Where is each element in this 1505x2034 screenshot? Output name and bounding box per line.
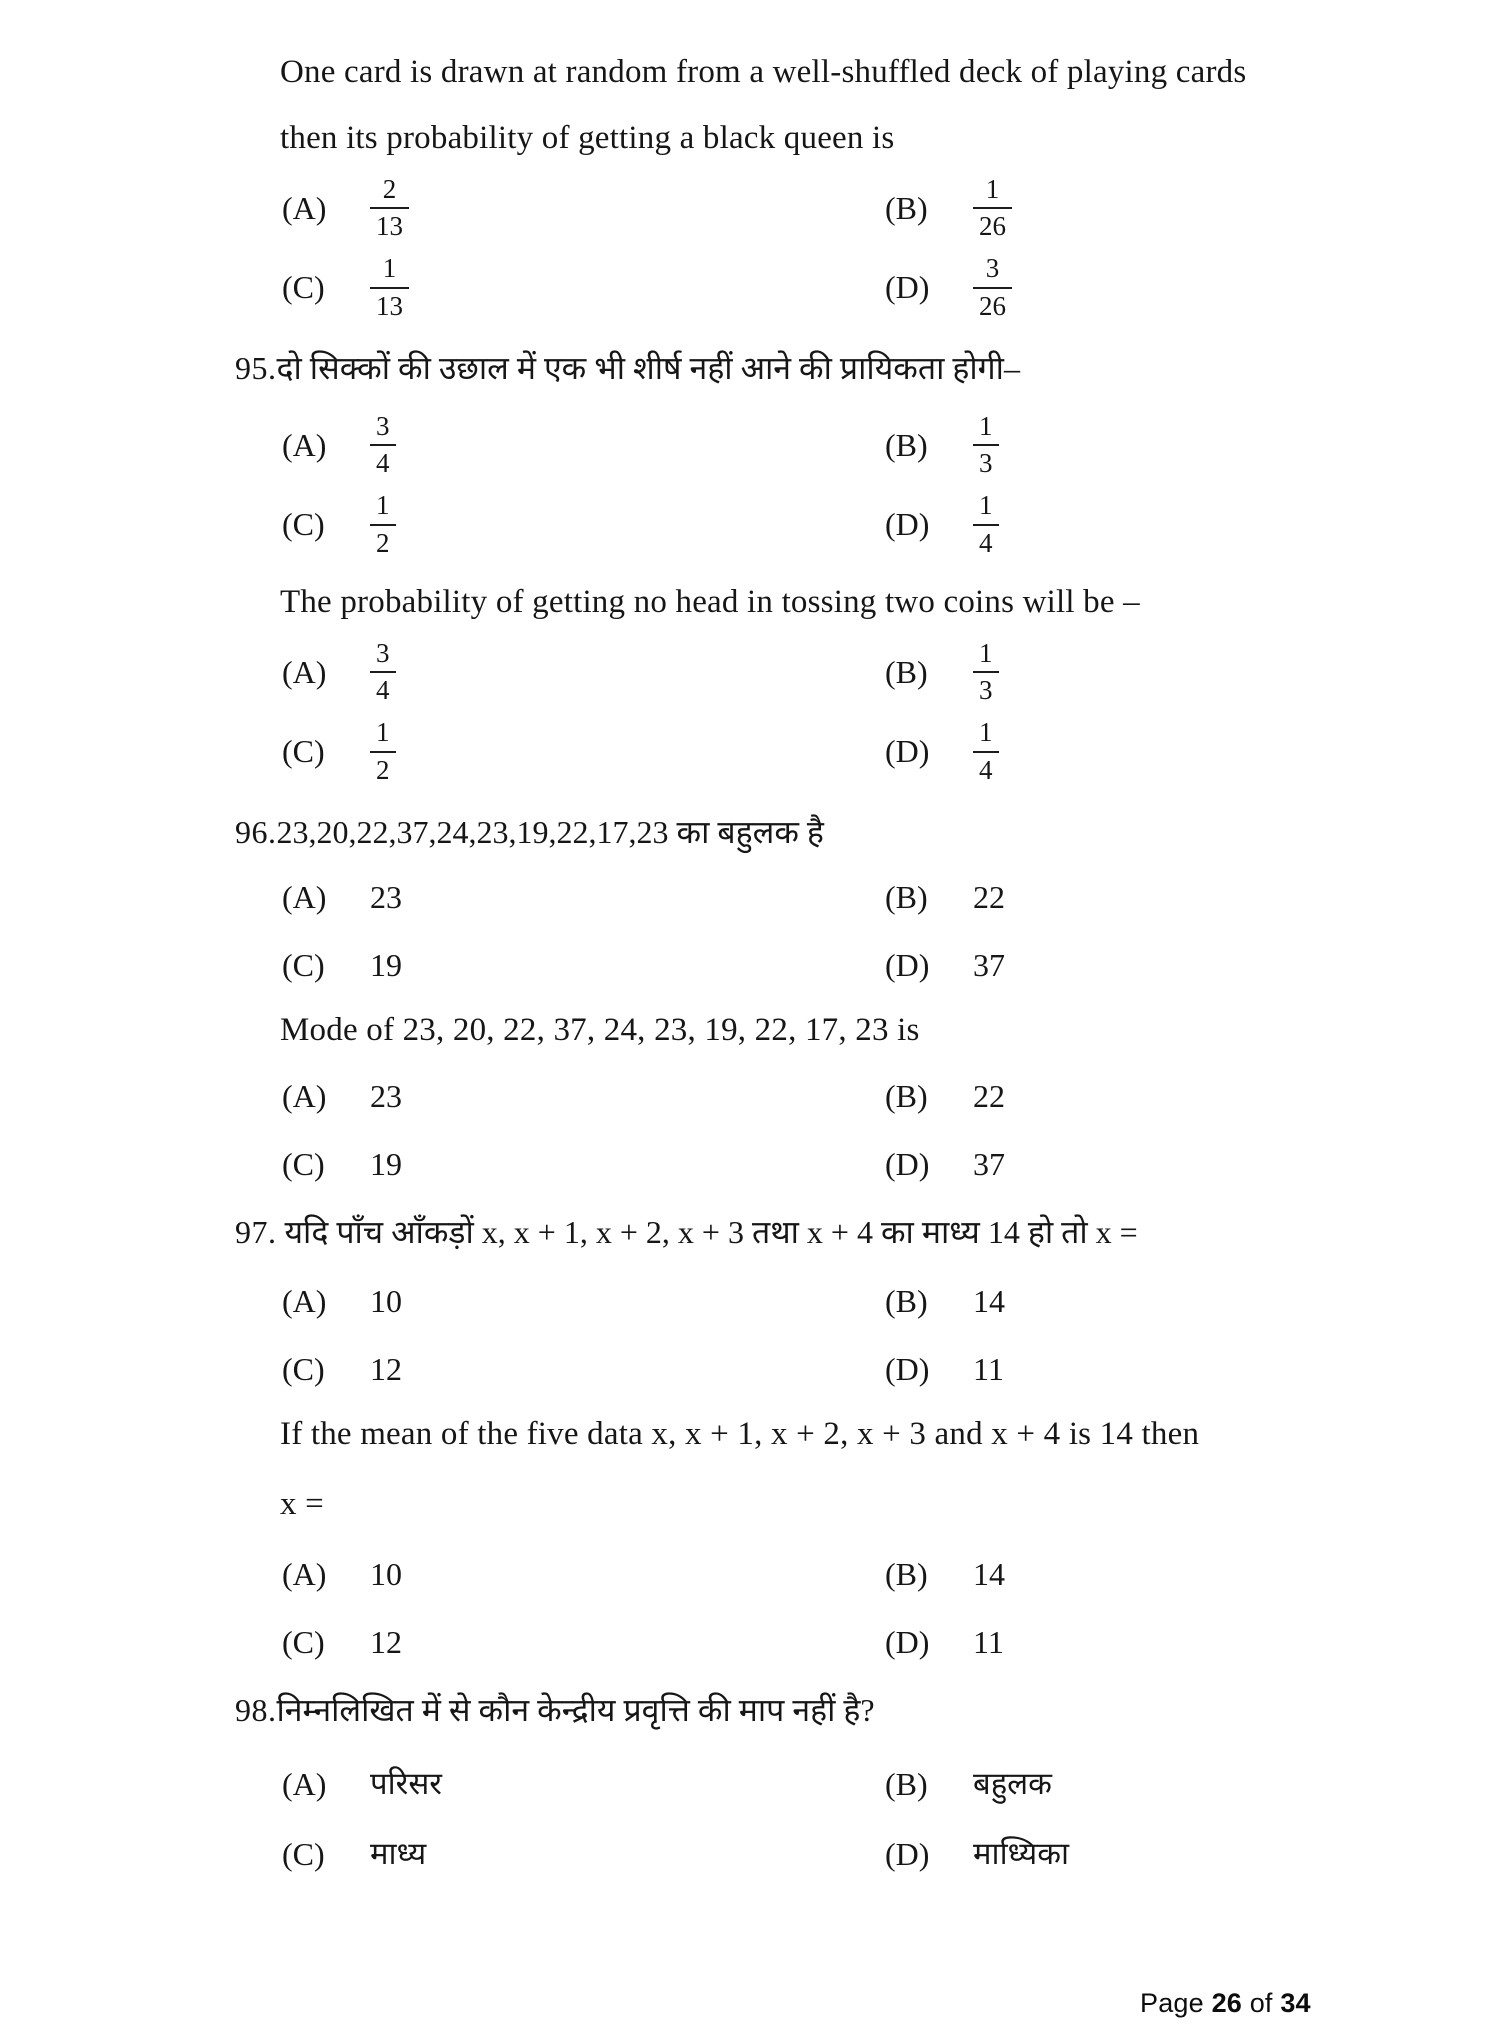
option-label: (D) xyxy=(885,1835,930,1872)
option-label: (A) xyxy=(282,878,327,915)
option-value: 23 xyxy=(370,878,402,915)
footer-word-page: Page xyxy=(1140,1988,1204,2018)
option-b xyxy=(885,1281,1005,1321)
fraction-numerator: 3 xyxy=(376,637,390,668)
option-row xyxy=(282,877,1505,917)
option-label: (B) xyxy=(885,1555,928,1592)
question-text: दो सिक्कों की उछाल में एक भी शीर्ष नहीं आने की प्रायिकता होगी– xyxy=(276,349,1020,386)
option-value: 19 xyxy=(370,1145,402,1182)
option-value: 14 xyxy=(973,1555,1005,1592)
question-number: 97. xyxy=(235,1213,277,1250)
option-value: बहुलक xyxy=(973,1765,1052,1801)
question-number: 95. xyxy=(235,349,277,386)
option-row xyxy=(282,253,1505,320)
fraction xyxy=(973,253,1012,320)
question-text-line xyxy=(235,1209,1505,1255)
fraction xyxy=(370,411,396,478)
option-label: (B) xyxy=(885,1077,928,1114)
question-text-line: then its probability of getting a black queen is xyxy=(280,120,895,156)
question-text-line: Mode of 23, 20, 22, 37, 24, 23, 19, 22, 17, 23 is xyxy=(280,1011,920,1048)
option-label: (D) xyxy=(885,1145,930,1182)
fraction-denominator: 4 xyxy=(370,671,396,705)
fraction-numerator: 1 xyxy=(376,490,390,521)
option-row xyxy=(282,1144,1505,1184)
option-label: (B) xyxy=(885,426,928,463)
question-block xyxy=(0,1687,1505,1877)
option-label: (C) xyxy=(282,1623,325,1660)
question-block xyxy=(0,1209,1505,1389)
fraction-numerator: 3 xyxy=(376,410,390,441)
option-label: (B) xyxy=(885,189,928,226)
option-label: (C) xyxy=(282,269,325,306)
option-d xyxy=(885,490,999,557)
option-value: 14 xyxy=(973,1282,1005,1319)
fraction xyxy=(370,174,409,241)
question-block xyxy=(0,1414,1505,1662)
question-text-line: One card is drawn at random from a well-shuffled deck of playing cards xyxy=(280,54,1247,90)
option-row xyxy=(282,717,1505,784)
option-value: 37 xyxy=(973,946,1005,983)
option-row xyxy=(282,411,1505,478)
option-label: (A) xyxy=(282,653,327,690)
fraction-numerator: 1 xyxy=(382,253,397,284)
fraction-denominator: 13 xyxy=(370,287,409,321)
option-label: (A) xyxy=(282,1077,327,1114)
fraction xyxy=(370,717,396,784)
fraction-denominator: 26 xyxy=(973,207,1012,241)
option-value: माध्य xyxy=(370,1835,427,1871)
option-d xyxy=(885,717,999,784)
option-row xyxy=(282,174,1505,241)
option-row xyxy=(282,1281,1505,1321)
fraction xyxy=(973,638,999,705)
fraction-numerator: 3 xyxy=(985,253,1000,284)
footer-word-of: of xyxy=(1249,1988,1273,2018)
option-b xyxy=(885,1761,1052,1807)
option-value: 22 xyxy=(973,1077,1005,1114)
option-d xyxy=(885,945,1005,985)
option-b xyxy=(885,1076,1005,1116)
fraction xyxy=(973,717,999,784)
question-block xyxy=(0,582,1505,785)
fraction-denominator: 2 xyxy=(370,524,396,558)
question-text: 23,20,22,37,24,23,19,22,17,23 का बहुलक है xyxy=(276,813,824,850)
option-label: (D) xyxy=(885,506,930,543)
option-row xyxy=(282,490,1505,557)
option-label: (A) xyxy=(282,1555,327,1592)
fraction-denominator: 13 xyxy=(370,207,409,241)
question-text-line: x = xyxy=(280,1485,324,1522)
option-value: 11 xyxy=(973,1350,1004,1387)
fraction xyxy=(973,411,999,478)
option-value: 10 xyxy=(370,1282,402,1319)
question-text-line xyxy=(235,345,1505,391)
fraction-numerator: 2 xyxy=(382,174,397,204)
question-block xyxy=(0,52,1505,321)
fraction-denominator: 3 xyxy=(973,671,999,705)
fraction-denominator: 4 xyxy=(973,524,999,558)
option-row xyxy=(282,1076,1505,1116)
option-row xyxy=(282,638,1505,705)
option-label: (C) xyxy=(282,733,325,770)
option-value: 12 xyxy=(370,1623,402,1660)
fraction xyxy=(370,638,396,705)
option-label: (C) xyxy=(282,1350,325,1387)
option-label: (A) xyxy=(282,426,327,463)
fraction-denominator: 2 xyxy=(370,751,396,785)
fraction-numerator: 1 xyxy=(979,490,993,521)
option-value: 22 xyxy=(973,878,1005,915)
option-value: परिसर xyxy=(370,1765,442,1801)
question-block xyxy=(0,345,1505,558)
footer-page-number: 26 xyxy=(1211,1988,1242,2018)
option-d xyxy=(885,253,1012,320)
option-label: (B) xyxy=(885,1765,928,1802)
option-b xyxy=(885,411,999,478)
question-text: यदि पाँच आँकड़ों x, x + 1, x + 2, x + 3 तथा x + 4 का माध्य 14 हो तो x = xyxy=(276,1213,1138,1250)
option-label: (A) xyxy=(282,189,327,226)
option-b xyxy=(885,877,1005,917)
fraction xyxy=(370,253,409,320)
option-label: (A) xyxy=(282,1282,327,1319)
option-label: (D) xyxy=(885,1623,930,1660)
question-block xyxy=(0,1010,1505,1184)
option-d xyxy=(885,1144,1005,1184)
option-row xyxy=(282,1761,1505,1807)
option-label: (C) xyxy=(282,1835,325,1872)
option-label: (C) xyxy=(282,506,325,543)
question-number: 98. xyxy=(235,1691,277,1728)
option-value: 19 xyxy=(370,946,402,983)
option-row xyxy=(282,945,1505,985)
option-label: (C) xyxy=(282,1145,325,1182)
fraction-numerator: 1 xyxy=(985,174,1000,204)
option-value: 11 xyxy=(973,1623,1004,1660)
option-label: (D) xyxy=(885,733,930,770)
fraction-denominator: 4 xyxy=(370,444,396,478)
option-label: (A) xyxy=(282,1765,327,1802)
question-block xyxy=(0,809,1505,985)
option-b xyxy=(885,638,999,705)
fraction-denominator: 3 xyxy=(973,444,999,478)
option-label: (B) xyxy=(885,653,928,690)
fraction-numerator: 1 xyxy=(979,717,993,748)
fraction-numerator: 1 xyxy=(376,717,390,748)
option-label: (C) xyxy=(282,946,325,983)
fraction xyxy=(973,174,1012,241)
fraction-numerator: 1 xyxy=(979,410,993,441)
option-label: (D) xyxy=(885,269,930,306)
option-row xyxy=(282,1831,1505,1877)
option-label: (D) xyxy=(885,946,930,983)
option-value: माध्यिका xyxy=(973,1835,1070,1871)
option-d xyxy=(885,1831,1069,1877)
option-value: 12 xyxy=(370,1350,402,1387)
option-b xyxy=(885,1554,1005,1594)
option-label: (D) xyxy=(885,1350,930,1387)
fraction xyxy=(973,490,999,557)
option-d xyxy=(885,1622,1004,1662)
question-text-line xyxy=(235,1687,1505,1733)
option-label: (B) xyxy=(885,1282,928,1319)
option-row xyxy=(282,1349,1505,1389)
option-value: 37 xyxy=(973,1145,1005,1182)
option-label: (B) xyxy=(885,878,928,915)
option-value: 23 xyxy=(370,1077,402,1114)
footer-total-pages: 34 xyxy=(1280,1988,1311,2018)
question-text-line: The probability of getting no head in tossing two coins will be – xyxy=(280,583,1140,620)
fraction-denominator: 4 xyxy=(973,751,999,785)
option-b xyxy=(885,174,1012,241)
fraction-denominator: 26 xyxy=(973,287,1012,321)
question-number: 96. xyxy=(235,813,277,850)
question-text-line xyxy=(235,809,1505,855)
question-text-line: If the mean of the five data x, x + 1, x + 2, x + 3 and x + 4 is 14 then xyxy=(280,1415,1200,1452)
option-row xyxy=(282,1554,1505,1594)
option-d xyxy=(885,1349,1004,1389)
fraction-numerator: 1 xyxy=(979,637,993,668)
fraction xyxy=(370,490,396,557)
option-row xyxy=(282,1622,1505,1662)
option-value: 10 xyxy=(370,1555,402,1592)
page-footer xyxy=(1140,1988,1311,2019)
question-text: निम्नलिखित में से कौन केन्द्रीय प्रवृत्ति की माप नहीं है? xyxy=(276,1691,875,1728)
